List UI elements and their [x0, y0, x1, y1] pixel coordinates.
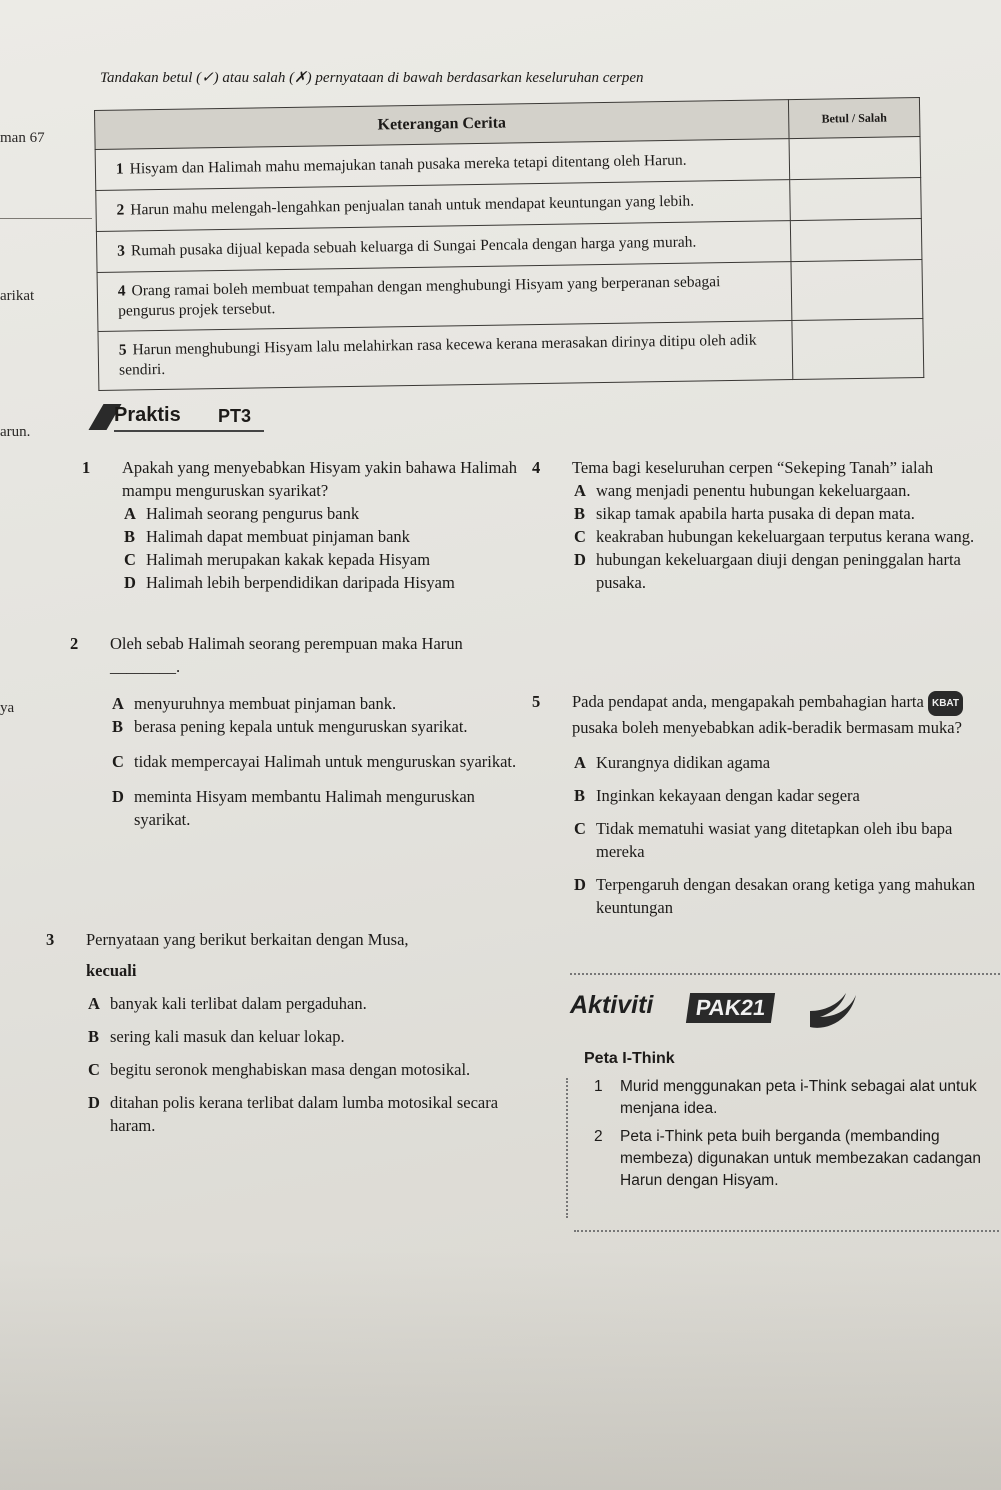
option-b[interactable]: B sikap tamak apabila harta pusaka di depan mata. — [574, 504, 915, 523]
aktiviti-banner — [570, 987, 990, 1033]
row-number: 4 — [117, 282, 126, 300]
row-statement: Orang ramai boleh membuat tempahan dengan menghubungi Hisyam yang berperanan sebagai pengurus projek tersebut. — [118, 273, 721, 320]
dotted-divider-bottom — [574, 1230, 999, 1232]
edge-rule — [0, 218, 92, 219]
kbat-badge: KBAT — [928, 691, 963, 716]
question-5: 5 Pada pendapat anda, mengapakah pembahagian harta KBAT pusaka boleh menyebabkan adik-beradik bermasam muka? A Kurangnya didikan agama B Inginkan kekayaan dengan kadar segera C Tidak mematuhi wasiat yang ditetapkan oleh ibu bapa mereka D Terpengaruh dengan desakan orang ketiga yang mahukan keuntungan — [552, 690, 998, 919]
row-number: 3 — [117, 242, 126, 260]
pak21-badge: PAK21 — [686, 993, 776, 1023]
question-stem-part2: pusaka boleh menyebabkan adik-beradik bermasam muka? — [572, 717, 962, 737]
option-c[interactable]: C Tidak mematuhi wasiat yang ditetapkan oleh ibu bapa mereka — [574, 818, 953, 861]
question-2: 2 Oleh sebab Halimah seorang perempuan maka Harun ________. A menyuruhnya membuat pinjaman bank. B berasa pening kepala untuk menguruskan syarikat. C tidak mempercayai Halimah untuk menguruskan syarikat. D meminta Hisyam membantu Halimah menguruskan syarikat. — [90, 632, 530, 831]
option-c[interactable]: C tidak mempercayai Halimah untuk menguruskan syarikat. — [112, 752, 517, 771]
answer-cell[interactable] — [791, 260, 923, 321]
instruction-text: Tandakan betul (✓) atau salah (✗) pernyataan di bawah berdasarkan keseluruhan cerpen — [100, 70, 644, 86]
question-stem: Tema bagi keseluruhan cerpen “Sekeping Tanah” ialah — [572, 458, 934, 477]
praktis-label: Praktis — [114, 404, 181, 426]
answer-cell[interactable] — [792, 319, 924, 380]
option-b[interactable]: B berasa pening kepala untuk menguruskan syarikat. — [112, 717, 468, 736]
header-keterangan: Keterangan Cerita — [95, 100, 790, 150]
question-stem-part1: Pada pendapat anda, mengapakah pembahagian harta — [572, 692, 924, 711]
table-row — [98, 319, 924, 391]
option-d[interactable]: D meminta Hisyam membantu Halimah menguruskan syarikat. — [112, 787, 475, 829]
edge-fragment-2: arikat — [0, 288, 35, 304]
row-statement: Rumah pusaka dijual kepada sebuah keluarga di Sungai Pencala dengan harga yang murah. — [130, 233, 697, 260]
kecuali-label: kecuali — [86, 961, 137, 980]
option-a[interactable]: A wang menjadi penentu hubungan kekeluargaan. — [574, 481, 911, 500]
option-b[interactable]: B Inginkan kekayaan dengan kadar segera — [574, 785, 860, 805]
pt3-label: PT3 — [218, 406, 252, 426]
edge-fragment-1: man 67 — [0, 130, 45, 146]
option-c[interactable]: C keakraban hubungan kekeluargaan terputus kerana wang. — [574, 527, 975, 546]
row-number: 5 — [118, 341, 127, 359]
row-statement: Hisyam dan Halimah mahu memajukan tanah pusaka mereka tetapi ditentang oleh Harun. — [129, 151, 687, 178]
question-stem: Apakah yang menyebabkan Hisyam yakin bahawa Halimah mampu menguruskan syarikat? — [122, 458, 517, 500]
peta-item: 2 Peta i-Think peta buih berganda (membanding membeza) digunakan untuk membezakan cadangan Harun dengan Hisyam. — [594, 1128, 982, 1189]
aktiviti-label: Aktiviti — [570, 991, 654, 1019]
row-number: 1 — [115, 160, 124, 178]
row-statement: Harun mahu melengah-lengahkan penjualan tanah untuk mendapat keuntungan yang lebih. — [130, 192, 695, 219]
answer-cell[interactable] — [790, 178, 922, 221]
row-number: 2 — [116, 201, 125, 219]
answer-cell[interactable] — [790, 219, 922, 262]
praktis-badge — [96, 402, 266, 432]
swirl-icon — [806, 987, 862, 1033]
badge-underline — [114, 430, 264, 432]
option-d[interactable]: D ditahan polis kerana terlibat dalam lumba motosikal secara haram. — [88, 1093, 499, 1135]
option-b[interactable]: B Halimah dapat membuat pinjaman bank — [124, 527, 410, 546]
question-3: 3 Pernyataan yang berikut berkaitan dengan Musa, kecuali A banyak kali terlibat dalam pergaduhan. B sering kali masuk dan keluar lokap. C begitu seronok menghabiskan masa dengan motosikal. D ditahan polis kerana terlibat dalam lumba motosikal secara haram. — [66, 928, 536, 1137]
edge-fragment-3: arun. — [0, 424, 31, 440]
question-1: 1 Apakah yang menyebabkan Hisyam yakin bahawa Halimah mampu menguruskan syarikat? A Halimah seorang pengurus bank B Halimah dapat membuat pinjaman bank C Halimah merupakan kakak kepada Hisyam D Halimah lebih berpendidikan daripada Hisyam — [102, 456, 522, 594]
option-b[interactable]: B sering kali masuk dan keluar lokap. — [88, 1027, 345, 1046]
option-d[interactable]: D hubungan kekeluargaan diuji dengan peninggalan harta pusaka. — [574, 550, 961, 592]
edge-fragment-4: ya — [0, 700, 15, 716]
option-c[interactable]: C Halimah merupakan kakak kepada Hisyam — [124, 550, 431, 569]
option-a[interactable]: A Kurangnya didikan agama — [574, 752, 771, 772]
option-a[interactable]: A Halimah seorang pengurus bank — [124, 504, 360, 523]
option-a[interactable]: A banyak kali terlibat dalam pergaduhan. — [88, 994, 367, 1013]
dotted-side-bar — [566, 1078, 574, 1218]
dotted-divider — [570, 973, 1000, 975]
option-d[interactable]: D Halimah lebih berpendidikan daripada Hisyam — [124, 573, 455, 592]
peta-heading: Peta I-Think — [584, 1050, 675, 1067]
page-shadow — [0, 1250, 1001, 1490]
answer-cell[interactable] — [789, 137, 921, 180]
statement-table — [94, 97, 924, 391]
row-statement: Harun menghubungi Hisyam lalu melahirkan rasa kecewa kerana merasakan dirinya ditipu oleh adik sendiri. — [118, 331, 757, 379]
option-d[interactable]: D Terpengaruh dengan desakan orang ketiga yang mahukan keuntungan — [574, 874, 976, 917]
question-stem: Oleh sebab Halimah seorang perempuan maka Harun ________. — [110, 634, 463, 676]
question-stem: Pernyataan yang berikut berkaitan dengan Musa, — [86, 930, 409, 949]
option-a[interactable]: A menyuruhnya membuat pinjaman bank. — [112, 694, 397, 713]
peta-ithink-section — [584, 1048, 999, 1198]
header-betul-salah: Betul / Salah — [788, 98, 920, 139]
option-c[interactable]: C begitu seronok menghabiskan masa dengan motosikal. — [88, 1060, 471, 1079]
question-4: 4 Tema bagi keseluruhan cerpen “Sekeping Tanah” ialah A wang menjadi penentu hubungan kekeluargaan. B sikap tamak apabila harta pusaka di depan mata. C keakraban hubungan kekeluargaan terputus kerana wang. D hubungan kekeluargaan diuji dengan peninggalan harta pusaka. — [552, 456, 992, 594]
peta-item: 1 Murid menggunakan peta i-Think sebagai alat untuk menjana idea. — [594, 1078, 977, 1117]
